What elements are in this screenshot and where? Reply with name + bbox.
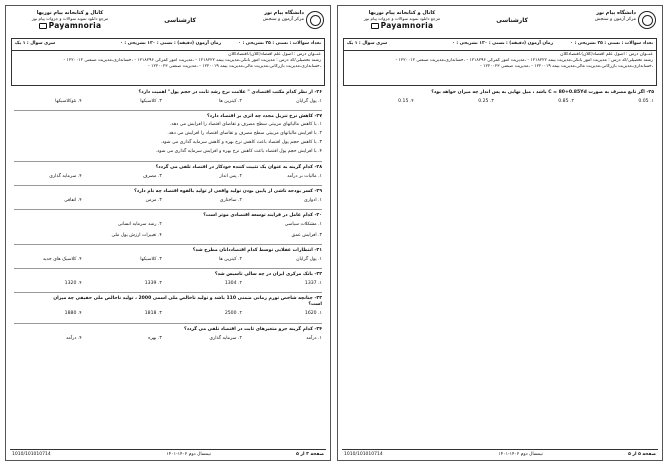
option-2: ۲. کینزین ها (218, 99, 242, 104)
channel-line1: کانال و کتابخانه پیام نوریها (36, 10, 104, 16)
question-text: ۳۲- بانک مرکزی ایران در چه سالی تاسیس شد؟ (214, 272, 322, 277)
question-26 (14, 90, 322, 107)
term-label: نیمسال دوم ۱۴۰۲-۱۴۰۱ (498, 452, 543, 457)
option-4: ۴. 0.15 (398, 99, 414, 104)
option-1: ۱. پول گرایان (296, 99, 322, 104)
question-text: ۲۷- کاهش نرخ تنزیل مجدد چه اثری بر اقتصاد دارد؟ (206, 114, 322, 119)
option-4: ۴. سرمایه گذاری (49, 174, 82, 179)
field-of-study-line2: ،حسابداری،مدیریت بازرگانی،مدیریت مالی،مدیریت بیمه ۱۲۲۰۰۱۹ - ،مدیریت صنعتی ۱۲۲۰۰۲۳ - (480, 64, 653, 69)
questions-area (346, 90, 654, 446)
question-27 (14, 114, 322, 156)
option-1: ۱. درآمد (306, 336, 322, 341)
option-1: ۱. مالیات بر درآمد (287, 174, 322, 179)
exam-page-left (5, 5, 331, 461)
channel-line2: مرجع دانلود نمونه سوالات و جزوات پیام نور (363, 16, 441, 21)
university-name: دانشگاه پیام نور (264, 10, 304, 16)
option-4: ۴. درآمد (65, 336, 82, 341)
question-series: سری سوال : ۱ یک (15, 41, 56, 46)
channel-brand: Payamnoria (10, 21, 130, 30)
option-1: ۱. مشکلات سیاسی (284, 222, 322, 227)
option-3: ۳. با کاهش حجم پول اقتصاد باعث کاهش نرخ بهره و کاهش سرمایه گذاری می شود. (160, 140, 322, 145)
option-2: ۲. 0.85 (558, 99, 574, 104)
option-4: ۴. 1880 (64, 311, 82, 316)
page-number: صفحه ۵ از ۵ (628, 452, 656, 457)
question-30 (14, 213, 322, 241)
question-series: سری سوال : ۱ یک (347, 41, 388, 46)
option-3: ۳. بهره (148, 336, 162, 341)
course-title: عنــوان درس : اصول علم اقتصاد(کلان)،اقتصادکلان (228, 52, 321, 57)
university-seal-icon (638, 11, 656, 29)
university-name: دانشگاه پیام نور (596, 10, 636, 16)
degree-level: کارشناسی (164, 17, 196, 24)
question-text: ۲۹- کسر بودجه ناشی از پایین بودن تولید واقعی از تولید بالقوه اقتصاد چه نام دارد؟ (134, 189, 322, 194)
option-4: ۴. کلاسیک های جدید (42, 257, 82, 262)
field-of-study-line1: رشته تحصیلی/کد درس : مدیریت امور بانکی،مدیریت بیمه ۱۲۱۸۲۲۲ - ،مدیریت امور گمرکی ۱۲۱۸۲۹۶ - ،حسابداری،مدیریت صنعتی ۱۲۲۰۰۱۲ - (63, 58, 321, 63)
option-4: ۴. 1320 (64, 281, 82, 286)
option-1: ۱. 1337 (304, 281, 322, 286)
question-count: تعداد سوالات : تستی : ۲۵ تشریحی : ۰ (238, 41, 321, 46)
question-text: ۲۸- کدام گزینه به عنوان یک تثبیت کننده خودکار در اقتصاد تلقی می گردد؟ (155, 165, 322, 170)
option-1: ۱. ادواری (303, 198, 322, 203)
center-name: مرکز آزمون و سنجش (262, 17, 304, 22)
channel-watermark (10, 9, 130, 35)
option-2: ۲. 2500 (224, 311, 242, 316)
questions-area (14, 90, 322, 446)
option-3: ۳. مزمن (145, 198, 162, 203)
option-2: ۲. 1304 (224, 281, 242, 286)
option-2: ۲. پس انداز (219, 174, 242, 179)
option-4: ۴. با افزایش حجم پول اقتصاد باعث کاهش نرخ بهره و افزایش سرمایه گذاری می شود. (155, 149, 322, 154)
page-header (342, 9, 658, 35)
exam-page-right (337, 5, 663, 461)
option-1: ۱. پول گرایان (296, 257, 322, 262)
question-34 (14, 327, 322, 344)
field-of-study-line2: ،حسابداری،مدیریت بازرگانی،مدیریت مالی،مدیریت بیمه ۱۲۲۰۰۱۹ - ،مدیریت صنعتی ۱۲۲۰۰۲۳ - (148, 64, 321, 69)
degree-level: کارشناسی (496, 17, 528, 24)
question-28 (14, 165, 322, 182)
camera-icon (39, 23, 47, 29)
exam-time: زمان آزمون (دقیقه) : تستی : ۱۲۰ تشریحی : ۰ (452, 41, 553, 46)
channel-line2: مرجع دانلود نمونه سوالات و جزوات پیام نور (31, 16, 109, 21)
question-25 (346, 90, 654, 107)
university-seal-icon (306, 11, 324, 29)
camera-icon (371, 23, 379, 29)
question-text: ۲۵- اگر تابع مصرف به صورت C = 80+0.85Yd باشد ، میل نهایی به پس انداز چه میزان خواهد بود؟ (431, 90, 654, 95)
channel-brand: Payamnoria (342, 21, 462, 30)
channel-line1: کانال و کتابخانه پیام نوریها (368, 10, 436, 16)
question-text: ۳۱- انتظارات عقلایی توسط کدام اقتصاددانان مطرح شد؟ (192, 248, 322, 253)
option-2: ۲. رشد سرمایه انسانی (117, 222, 162, 227)
question-text: ۲۶- از نظر کدام مکتب اقتصادی " علامت نرخ رشد ثابت در حجم پول" اهمیت دارد؟ (138, 90, 322, 95)
channel-watermark (342, 9, 462, 35)
question-text-cont: است؟ (308, 302, 322, 307)
option-3: ۳. 1339 (144, 281, 162, 286)
question-31 (14, 248, 322, 265)
page-footer (342, 449, 658, 458)
question-32 (14, 272, 322, 289)
option-4: ۴. تغییرات ارزش پول ملی (111, 233, 162, 238)
option-2: ۲. با افزایش مالیاتهای مربیتی سطح مصرف و تقاضای اقتصاد را افزایش می دهد. (167, 131, 322, 136)
question-count: تعداد سوالات : تستی : ۲۵ تشریحی : ۰ (570, 41, 653, 46)
question-text: ۳۴- کدام گزینه جزو متغیرهای ثابت در اقتصاد تلقی می گردد؟ (184, 327, 322, 332)
university-logo-block (554, 9, 658, 35)
option-4: ۴. اتفاقی (64, 198, 82, 203)
option-3: ۳. 0.25 (478, 99, 494, 104)
option-3: ۳. کلاسیکها (140, 257, 162, 262)
option-3: ۳. مصرف (142, 174, 162, 179)
question-text: ۳۳- چنانچه شاخص تورم زمانی ضمنی 110 باشد و تولید ناخالص ملی اسمی 2000 ، تولید ناخالص ملی حقیقی چه میزان (53, 296, 322, 301)
center-name: مرکز آزمون و سنجش (594, 17, 636, 22)
exam-time: زمان آزمون (دقیقه) : تستی : ۱۲۰ تشریحی : ۰ (120, 41, 221, 46)
option-4: ۴. نئوکلاسیکها (55, 99, 82, 104)
option-2: ۲. کینزین ها (218, 257, 242, 262)
exam-info-box (343, 38, 657, 86)
option-2: ۲. ساختاری (219, 198, 242, 203)
option-3: ۳. 1818 (144, 311, 162, 316)
page-header (10, 9, 326, 35)
page-number: صفحه ۳ از ۵ (296, 452, 324, 457)
term-label: نیمسال دوم ۱۴۰۲-۱۴۰۱ (166, 452, 211, 457)
option-3: ۳. کلاسیکها (140, 99, 162, 104)
question-33 (14, 296, 322, 319)
exam-code: 1010/101010714 (344, 452, 383, 457)
field-of-study-line1: رشته تحصیلی/کد درس : مدیریت امور بانکی،مدیریت بیمه ۱۲۱۸۲۲۲ - ،مدیریت امور گمرکی ۱۲۱۸۲۹۶ - ،حسابداری،مدیریت صنعتی ۱۲۲۰۰۱۲ - (395, 58, 653, 63)
question-29 (14, 189, 322, 206)
exam-code: 1010/101010714 (12, 452, 51, 457)
page-footer (10, 449, 326, 458)
option-1: ۱. 1620 (304, 311, 322, 316)
option-3: ۳. افزایش عمق (291, 233, 322, 238)
option-2: ۲. سرمایه گذاری (209, 336, 242, 341)
question-text: ۳۰- کدام عامل در فرایند توسعه اقتصادی موثر است؟ (203, 213, 322, 218)
university-logo-block (222, 9, 326, 35)
exam-info-box (11, 38, 325, 86)
option-1: ۱. با کاهش مالیاتهای مربیتی سطح مصرف و تقاضای اقتصاد را افزایش می دهد. (169, 122, 322, 127)
option-1: ۱. 0.05 (638, 99, 654, 104)
course-title: عنــوان درس : اصول علم اقتصاد(کلان)،اقتصادکلان (560, 52, 653, 57)
